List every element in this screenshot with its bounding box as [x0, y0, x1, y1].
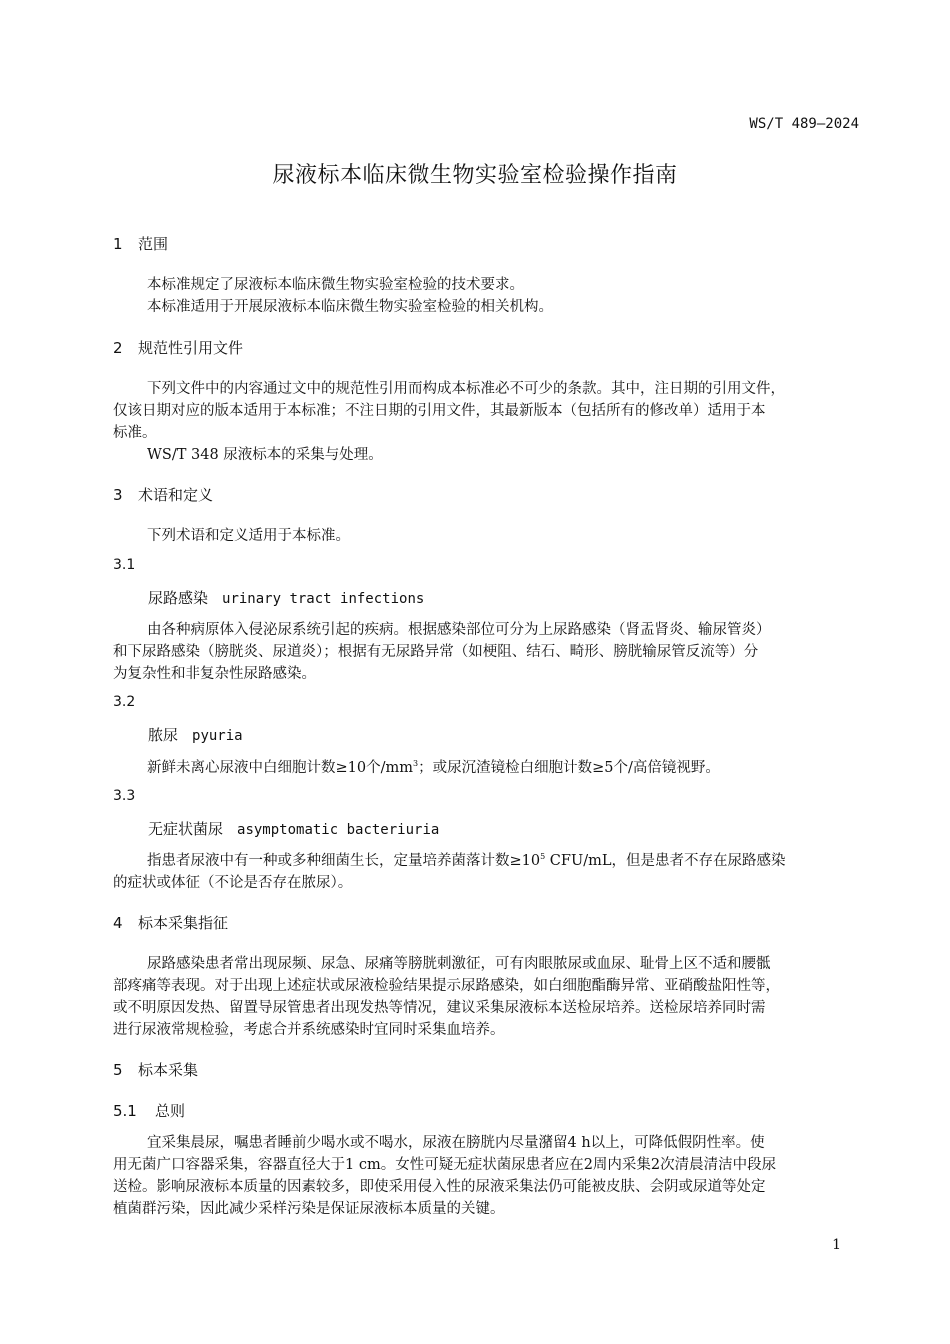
paragraph-line: 用无菌广口容器采集，容器直径大于1 cm。女性可疑无症状菌尿患者应在2周内采集2次清晨清洁中段尿: [113, 1157, 777, 1173]
section-title: 范围: [138, 235, 169, 253]
paragraph-line: 部疼痛等表现。对于出现上述症状或尿液检验结果提示尿路感染，如白细胞酯酶异常、亚硝酸盐阳性等，: [113, 978, 780, 994]
definition-line: 为复杂性和非复杂性尿路感染。: [113, 666, 316, 682]
term-heading: [148, 724, 243, 745]
term-heading: [148, 818, 439, 839]
document-title: 尿液标本临床微生物实验室检验操作指南: [272, 163, 678, 188]
paragraph-line: 标准。: [113, 425, 157, 441]
section-number: 1: [113, 235, 123, 253]
subsection-title: 总则: [155, 1102, 186, 1120]
section-2-heading: [113, 337, 243, 358]
section-number: 4: [113, 914, 123, 932]
subsection-number: 5.1: [113, 1102, 137, 1120]
definition-line: 的症状或体征（不论是否存在脓尿）。: [113, 875, 353, 891]
paragraph: 本标准规定了尿液标本临床微生物实验室检验的技术要求。: [147, 277, 524, 293]
definition-line: 由各种病原体入侵泌尿系统引起的疾病。根据感染部位可分为上尿路感染（肾盂肾炎、输尿管炎）: [147, 622, 771, 638]
paragraph-line: 仅该日期对应的版本适用于本标准；不注日期的引用文件，其最新版本（包括所有的修改单）适用于本: [113, 403, 766, 419]
paragraph-line: 宜采集晨尿，嘱患者睡前少喝水或不喝水，尿液在膀胱内尽量潴留4 h以上，可降低假阴性率。使: [147, 1135, 765, 1151]
section-1-heading: [113, 233, 168, 254]
term-en: asymptomatic bacteriuria: [237, 822, 440, 838]
section-number: 5: [113, 1061, 123, 1079]
standard-code: WS/T 489—2024: [749, 116, 859, 132]
paragraph-line: 植菌群污染，因此减少采样污染是保证尿液标本质量的关键。: [113, 1201, 505, 1217]
paragraph-line: 或不明原因发热、留置导尿管患者出现发热等情况，建议采集尿液标本送检尿培养。送检尿培养同时需: [113, 1000, 766, 1016]
page-number: 1: [832, 1237, 841, 1253]
term-zh: 尿路感染: [148, 589, 209, 607]
section-title: 术语和定义: [138, 486, 214, 504]
section-title: 标本采集: [138, 1061, 199, 1079]
definition-line: 和下尿路感染（膀胱炎、尿道炎）；根据有无尿路异常（如梗阻、结石、畸形、膀胱输尿管反流等）分: [113, 644, 759, 660]
term-heading: [148, 587, 424, 608]
paragraph: 本标准适用于开展尿液标本临床微生物实验室检验的相关机构。: [147, 299, 553, 315]
paragraph: 下列术语和定义适用于本标准。: [147, 528, 350, 544]
section-3-heading: [113, 484, 213, 505]
section-5-heading: [113, 1059, 198, 1080]
paragraph-line: 下列文件中的内容通过文中的规范性引用而构成本标准必不可少的条款。其中，注日期的引用文件，: [147, 381, 785, 397]
term-en: pyuria: [192, 728, 243, 744]
section-4-heading: [113, 912, 228, 933]
subsection-5-1-heading: [113, 1100, 185, 1121]
section-number: 2: [113, 339, 123, 357]
definition-line: 新鲜未离心尿液中白细胞计数≥10个$/mm^3$；或尿沉渣镜检白细胞计数≥5个/高倍镜视野。: [147, 759, 720, 776]
clause-number: 3.1: [113, 557, 136, 573]
clause-number: 3.2: [113, 694, 136, 710]
paragraph-line: 进行尿液常规检验，考虑合并系统感染时宜同时采集血培养。: [113, 1022, 505, 1038]
term-zh: 无症状菌尿: [148, 820, 224, 838]
clause-number: 3.3: [113, 788, 136, 804]
paragraph-line: 送检。影响尿液标本质量的因素较多，即使采用侵入性的尿液采集法仍可能被皮肤、会阴或尿道等处定: [113, 1179, 766, 1195]
definition-line: 指患者尿液中有一种或多种细菌生长，定量培养菌落计数$\ge 10^5$ CFU/mL，但是患者不存在尿路感染: [147, 852, 786, 869]
section-title: 标本采集指征: [138, 914, 229, 932]
section-title: 规范性引用文件: [138, 339, 244, 357]
paragraph-line: 尿路感染患者常出现尿频、尿急、尿痛等膀胱刺激征，可有肉眼脓尿或血尿、耻骨上区不适和腰骶: [147, 956, 771, 972]
section-number: 3: [113, 486, 123, 504]
term-en: urinary tract infections: [222, 591, 425, 607]
normative-reference: WS/T 348 尿液标本的采集与处理。: [147, 447, 383, 463]
term-zh: 脓尿: [148, 726, 179, 744]
